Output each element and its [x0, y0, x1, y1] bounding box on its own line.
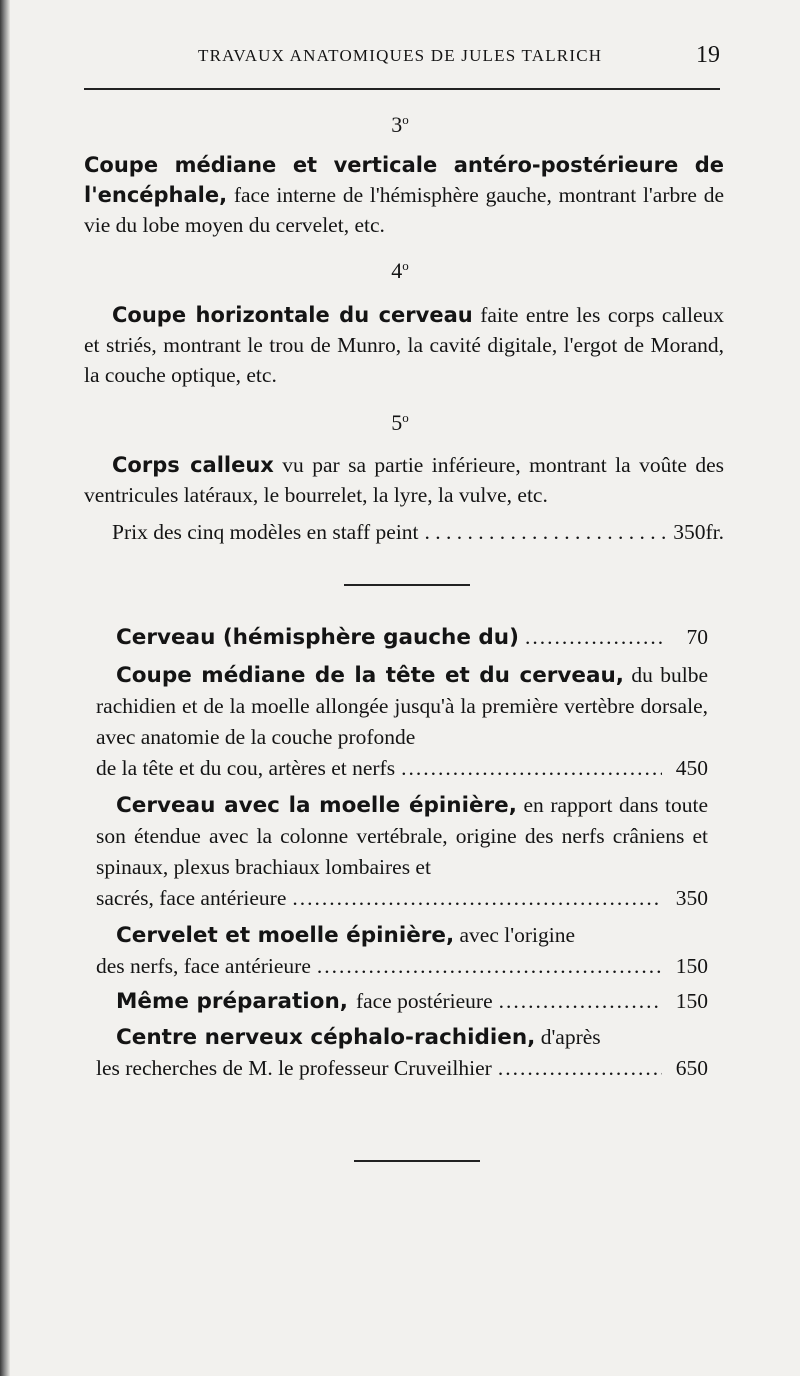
catalog-item-coupe-mediane [96, 660, 708, 784]
catalog-item-title: Cervelet et moelle épinière, [116, 923, 455, 948]
catalog-item-body: en rapport dans toute son étendue avec la colonne vertébrale, origine des nerfs crâniens et spinaux, plexus brachiaux lombaires et [96, 793, 708, 879]
dot-leader [401, 753, 662, 784]
catalog-item-last-line: des nerfs, face antérieure [96, 954, 311, 978]
catalog-item-last-line: les recherches de M. le professeur Cruveilhier [96, 1056, 492, 1080]
section-number-3: 3$^o$ [391, 112, 409, 137]
catalog-item-title: Coupe médiane de la tête et du cerveau, [116, 663, 624, 688]
running-title: TRAVAUX ANATOMIQUES DE JULES TALRICH [198, 46, 603, 65]
catalog-item-cervelet [96, 920, 708, 982]
dot-leader [425, 520, 668, 545]
section-5-title: Corps calleux [112, 453, 274, 477]
catalog-item-title: Cerveau (hémisphère gauche du) [116, 625, 519, 650]
catalog-item-price: 150 [675, 989, 708, 1013]
catalog-item-price: 650 [675, 1056, 708, 1080]
page-number: 19 [696, 42, 720, 68]
section-4-text [84, 300, 724, 390]
section-5-text [84, 450, 724, 510]
page-edge [0, 0, 10, 1376]
catalog-item-centre-nerveux [96, 1022, 708, 1084]
header-rule [84, 88, 720, 90]
total-price: 350fr. [673, 520, 724, 544]
catalog-item-title: Même préparation, [116, 989, 348, 1014]
section-divider [344, 584, 470, 586]
dot-leader [525, 622, 662, 653]
section-3-text [84, 150, 724, 240]
dot-leader [499, 986, 662, 1017]
section-3-title: Coupe médiane et verticale antéro-postérieure de l'encéphale, [84, 153, 724, 207]
catalog-item-body: du bulbe rachidien et de la moelle allongée jusqu'à la première vertèbre dorsale, avec anatomie de la couche profonde [96, 663, 708, 749]
catalog-item-body: avec l'origine [454, 923, 576, 947]
catalog-item-title: Cerveau avec la moelle épinière, [116, 793, 517, 818]
catalog-item-last-line: face postérieure [355, 989, 493, 1013]
catalog-item-last-line: de la tête et du cou, artères et nerfs [96, 756, 396, 780]
catalog-item-last-line: sacrés, face antérieure [96, 886, 287, 910]
catalog-item-price: 450 [675, 756, 708, 780]
catalog-item-cerveau-moelle [96, 790, 708, 914]
catalog-item-price: 70 [686, 625, 708, 649]
running-head [88, 42, 720, 72]
dot-leader [498, 1053, 662, 1084]
catalog-item-price: 150 [675, 954, 708, 978]
end-divider [354, 1160, 480, 1162]
section-4-body: faite entre les corps calleux et striés, montrant le trou de Munro, la cavité digitale, l'ergot de Morand, la couche optique, etc. [84, 303, 724, 387]
catalog-item-title: Centre nerveux céphalo-rachidien, [116, 1025, 536, 1050]
catalog-item-body: d'après [535, 1025, 601, 1049]
total-label: Prix des cinq modèles en staff peint [112, 520, 419, 544]
catalog-item-cerveau [96, 622, 708, 653]
section-number-4: 4$^o$ [391, 258, 409, 283]
section-number-5: 5$^o$ [391, 410, 409, 435]
total-price-line [112, 520, 724, 552]
section-3-body: face interne de l'hémisphère gauche, montrant l'arbre de vie du lobe moyen du cervelet, etc. [84, 183, 724, 237]
dot-leader [292, 883, 662, 914]
catalog-item-meme-preparation [96, 986, 708, 1017]
section-5-body: vu par sa partie inférieure, montrant la voûte des ventricules latéraux, le bourrelet, la lyre, la vulve, etc. [84, 453, 724, 507]
catalog-item-price: 350 [675, 886, 708, 910]
dot-leader [317, 951, 662, 982]
section-4-title: Coupe horizontale du cerveau [112, 303, 473, 327]
